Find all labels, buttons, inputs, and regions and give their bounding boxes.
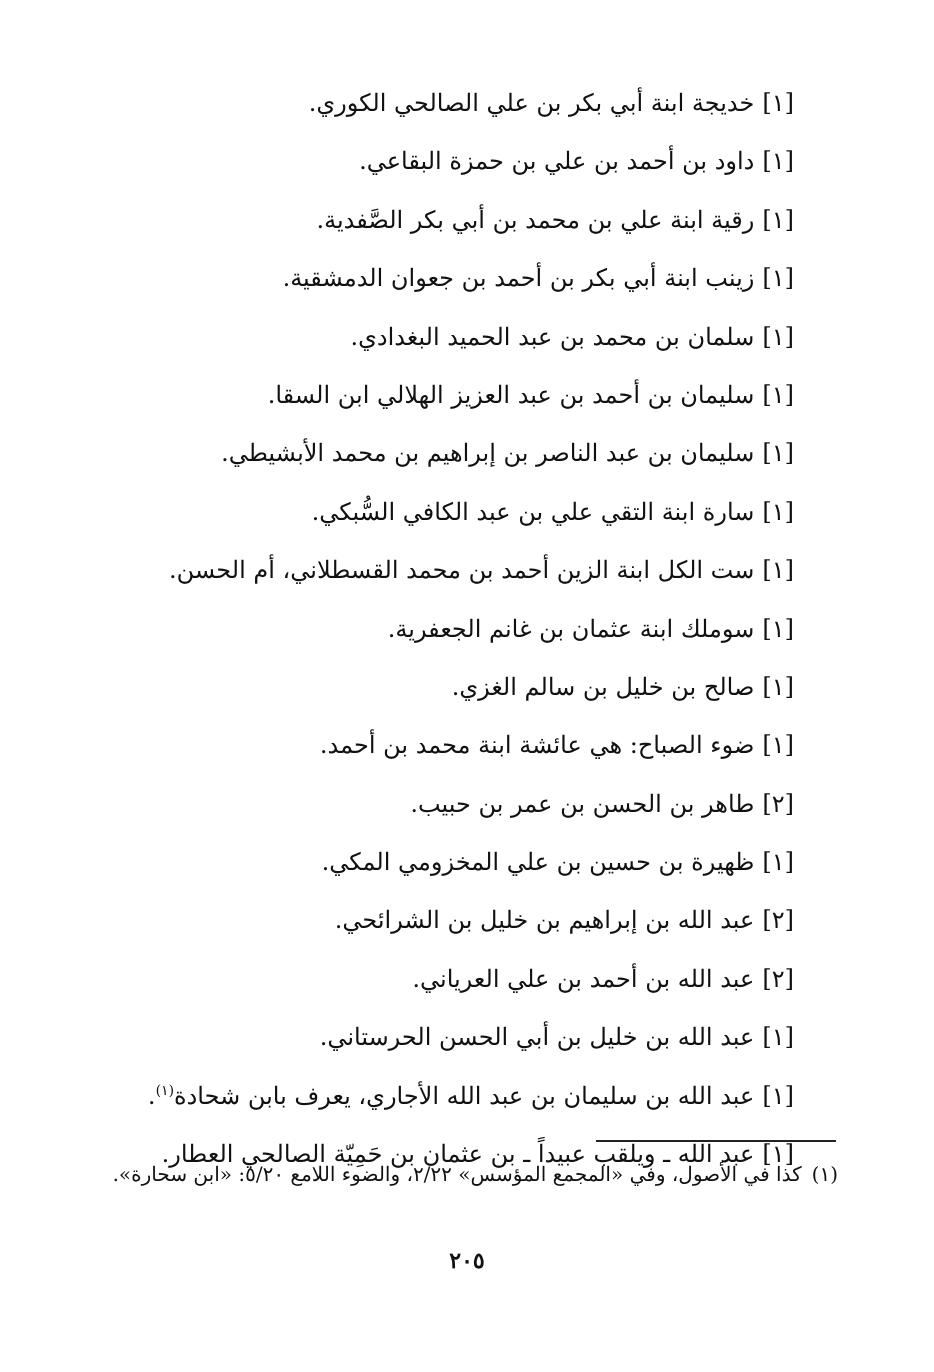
entry-text: طاهر بن الحسن بن عمر بن حبيب.	[410, 789, 755, 818]
entry-reference: [١]	[762, 380, 794, 409]
entry-reference: [١]	[762, 264, 794, 293]
entry-reference: [١]	[762, 205, 794, 234]
entry-text: عبد الله بن سليمان بن عبد الله الأجاري، يعرف بابن شحادة	[174, 1081, 755, 1110]
list-item	[94, 424, 794, 482]
list-item	[94, 833, 794, 891]
entry-reference: [١]	[762, 439, 794, 468]
footnote-number: (١)	[811, 1162, 838, 1186]
list-item	[94, 541, 794, 599]
entry-text: سليمان بن عبد الناصر بن إبراهيم بن محمد الأبشيطي.	[221, 439, 755, 468]
entry-text: ست الكل ابنة الزين أحمد بن محمد القسطلاني، أم الحسن.	[168, 556, 755, 585]
footnote-marker[interactable]: (١)	[155, 1082, 175, 1099]
entry-list	[94, 74, 794, 1183]
list-item	[94, 1008, 794, 1066]
list-item	[94, 132, 794, 190]
entry-text: رقية ابنة علي بن محمد بن أبي بكر الصَّفدية.	[316, 205, 755, 234]
entry-text: ظهيرة بن حسين بن علي المخزومي المكي.	[321, 848, 755, 877]
footnote-text: كذا في الأصول، وفي «المجمع المؤسس» ٢/٢٢، والضوء اللامع ٥/٢٠: «ابن سحارة».	[112, 1162, 802, 1186]
entry-reference: [١]	[762, 1140, 794, 1169]
list-item	[94, 308, 794, 366]
entry-reference: [٢]	[762, 964, 794, 993]
entry-tail: .	[147, 1081, 156, 1110]
list-item	[94, 716, 794, 774]
entry-reference: [١]	[762, 147, 794, 176]
list-item	[94, 891, 794, 949]
entry-text: سليمان بن أحمد بن عبد العزيز الهلالي ابن السقا.	[267, 380, 755, 409]
entry-text: داود بن أحمد بن علي بن حمزة البقاعي.	[359, 147, 755, 176]
entry-text: زينب ابنة أبي بكر بن أحمد بن جعوان الدمشقية.	[282, 264, 755, 293]
entry-text: خديجة ابنة أبي بكر بن علي الصالحي الكوري.	[308, 89, 755, 117]
entry-reference: [١]	[762, 1081, 794, 1110]
entry-text: عبد الله بن خليل بن أبي الحسن الحرستاني.	[319, 1023, 755, 1052]
entry-reference: [١]	[762, 556, 794, 585]
entry-reference: [١]	[762, 497, 794, 526]
page-number: ٢٠٥	[449, 1248, 485, 1274]
entry-reference: [١]	[762, 89, 794, 117]
entry-reference: [٢]	[762, 789, 794, 818]
footnote	[98, 1152, 838, 1196]
entry-text: عبد الله بن إبراهيم بن خليل بن الشرائحي.	[334, 906, 755, 935]
list-item	[94, 658, 794, 716]
entry-text: سوملك ابنة عثمان بن غانم الجعفرية.	[387, 614, 755, 643]
list-item	[94, 249, 794, 307]
entry-reference: [١]	[762, 614, 794, 643]
list-item	[94, 1067, 794, 1125]
entry-text: سلمان بن محمد بن عبد الحميد البغدادي.	[350, 322, 755, 351]
entry-reference: [١]	[762, 731, 794, 760]
entry-reference: [٢]	[762, 906, 794, 935]
list-item	[94, 366, 794, 424]
entry-text: عبد الله بن أحمد بن علي العرياني.	[412, 964, 755, 993]
list-item	[94, 950, 794, 1008]
list-item	[94, 600, 794, 658]
entry-text: سارة ابنة التقي علي بن عبد الكافي السُّبكي.	[311, 497, 755, 526]
entry-reference: [١]	[762, 672, 794, 701]
entry-text: ضوء الصباح: هي عائشة ابنة محمد بن أحمد.	[319, 731, 755, 760]
entry-text: عبد الله ـ ويلقب عبيداً ـ بن عثمان بن حَمِيّة الصالحي العطار.	[161, 1140, 755, 1169]
entry-text: صالح بن خليل بن سالم الغزي.	[451, 672, 755, 701]
list-item	[94, 483, 794, 541]
list-item	[94, 74, 794, 132]
list-item	[94, 775, 794, 833]
entry-reference: [١]	[762, 848, 794, 877]
footnote-divider	[596, 1140, 836, 1142]
entry-reference: [١]	[762, 322, 794, 351]
list-item	[94, 191, 794, 249]
entry-reference: [١]	[762, 1023, 794, 1052]
